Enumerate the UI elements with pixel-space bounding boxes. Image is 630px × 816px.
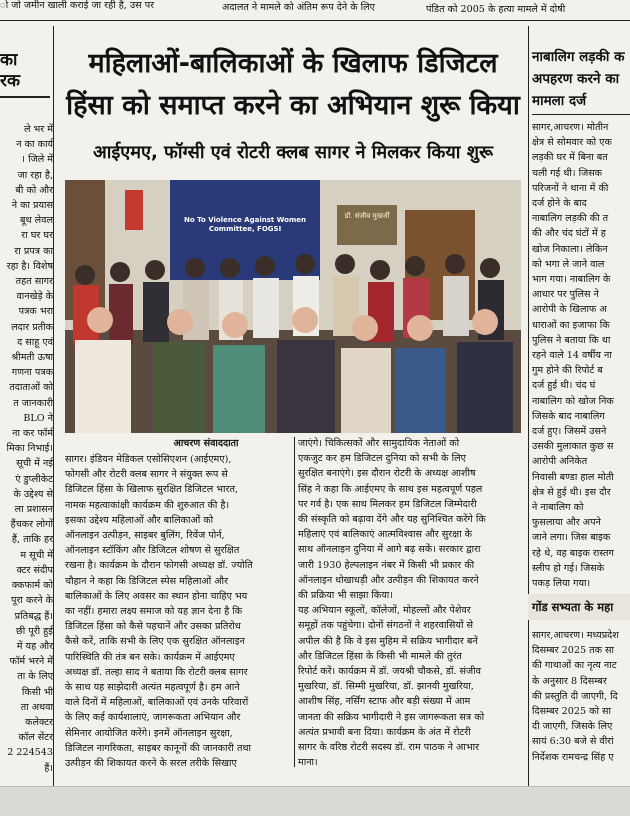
- right-story2-body: सागर,आचरण। मध्यप्रदेश दिसम्बर 2025 तक सा की गाथाओं का नृत्य नाट के अनुसार 8 दिसम्बर की प्रस्तुति दी जाएगी, दि दिसम्बर 2025 को सा दी जाएगी, जिसके लिए सायं 6:30 बजे से वीरां निर्देशक रामचन्द्र सिंह ए: [532, 630, 619, 763]
- left-heading-rule: [0, 96, 50, 98]
- byline: आचरण संवाददाता: [173, 438, 239, 449]
- photo-nameplate: डॉ. संजीव मुखर्जी: [344, 212, 390, 220]
- right-story1-rule: [532, 114, 630, 115]
- right-story2-headline: गोंड सभ्यता के महा: [532, 600, 614, 614]
- top-strip-right: पंडित को 2005 के हत्या मामले में दोषी: [426, 4, 566, 15]
- left-column-body: ले भर में न का कार्य । जिले में जा रहा है, बी को और ने का प्रयास बूथ लेवल रा घर घर रा प्रपत्र का रहा है। विशेष तहत सागर वानखेड़े के पत्रक भरा लदार प्रतीक द साहू एवं श्रीमती ऊषा गणना पत्रक तदाताओं को त जानकारी BLO ने ना कर फॉर्म मिका निभाई। सूची में नई एं डुप्लीकेट के उद्देश्य से ला प्रशासन हैंचकर लोगों हैं, ताकि हर म सूची में क्टर संदीप क्कफार्म को पूरा करने के प्रतिबद्ध हैं। छी पूरी हुई में यह और फॉर्म भरने में ता के लिए किसी भी ता अथवा कलेक्टर कॉल सेंटर 2 224543 हैं।: [6, 124, 53, 774]
- photo-banner-text: No To Violence Against Women Committee, FOGSI: [184, 216, 306, 233]
- event-photo: [65, 180, 521, 433]
- headline-line-2: हिंसा को समाप्त करने का अभियान शुरू किया: [66, 90, 520, 121]
- article-column-divider: [294, 437, 295, 767]
- top-divider: [0, 20, 630, 21]
- article-column-1: सागर। इंडियन मेडिकल एसोसिएशन (आईएमए), फोगसी और रोटरी क्लब सागर ने संयुक्त रूप से डिजिटल हिंसा के खिलाफ सुरक्षित डिजिटल भारत, नामक महत्वाकांक्षी कार्यक्रम की शुरुआत की है। इसका उद्देश्य महिलाओं और बालिकाओं को ऑनलाइन उत्पीड़न, साइबर बुलिंग, रिवेंज पोर्न, ऑनलाइन स्टॉकिंग और डिजिटल शोषण से सुरक्षित रखना है। कार्यक्रम के दौरान फोगसी अध्यक्ष डॉ. ज्योति चौहान ने कहा कि डिजिटल स्पेस महिलाओं और बालिकाओं के लिए अवसर का स्थान होना चाहिए भय का नहीं। हमारा लक्ष्य समाज को यह ज्ञान देना है कि डिजिटल हिंसा को कैसे पहचानें और उसका प्रतिरोध कैसे करें, ताकि सभी के लिए एक सुरक्षित ऑनलाइन पारिस्थिति की तंत्र बन सके। कार्यक्रम में आईएमए अध्यक्ष डॉ. तल्हा साद ने बताया कि रोटरी क्लब सागर के साथ यह साझेदारी अत्यंत महत्वपूर्ण है। हम आने वाले दिनों में महिलाओं, बालिकाओं एवं उनके परिवारों के लिए कई कार्यशालाएं, जागरूकता अभियान और सेमिनार आयोजित करेंगे। इनमें ऑनलाइन सुरक्षा, डिजिटल नागरिकता, साइबर कानूनों की जानकारी तथा उत्पीड़न की शिकायत करने के सरल तरीके सिखाए: [65, 454, 253, 770]
- headline-line-3: आईएमए, फॉग्सी एवं रोटरी क्लब सागर ने मिलकर किया शुरू: [93, 142, 493, 163]
- right-story1-headline: नाबालिग लड़की क अपहरण करने का मामला दर्ज: [532, 49, 625, 109]
- bottom-strip: [0, 786, 630, 816]
- top-strip-left: ो जो जमीन खाली कराई जा रही है, उस पर: [0, 0, 155, 11]
- headline-line-1: महिलाओं-बालिकाओं के खिलाफ डिजिटल: [88, 48, 498, 79]
- top-strip-mid: अदालत ने मामले को अंतिम रूप देने के लिए: [222, 2, 375, 13]
- left-column-heading: का रक: [0, 50, 21, 91]
- column-divider-left: [53, 26, 54, 786]
- right-story1-body: सागर,आचरण। मोतीन क्षेत्र से सोमवार को एक लड़की घर में बिना बत चली गई थी। जिसक परिजनों ने थाना में की दर्ज होने के बाद नाबालिग लड़की की त की और चंद घंटों में ह खोज निकाला। लेकिन को भगा ले जाने वाल भाग गया। नाबालिग के आधार पर पुलिस ने आरोपी के खिलाफ अ धाराओं का इजाफा कि पुलिस ने बताया कि था रहने वाले 14 वर्षीय ना गुम होने की रिपोर्ट ब दर्ज हुई थी। चंद घं नाबालिग को खोज निक जिसके बाद नाबालिग दर्ज हुए। जिसमें उसने उसकी मुलाकात कुछ स आरोपी अनिकेत निवासी बण्डा हाल मोती क्षेत्र से हुई थी। इस दौर ने नाबालिग को फुसलाया और अपने जाने लगा। जिस बाइक रहे थे, वह बाइक रास्तग स्लीप हो गई। जिसके पकड़ लिया गया।: [532, 122, 614, 590]
- column-divider-right: [528, 26, 529, 786]
- article-column-2: जाएंगे। चिकित्सकों और सामुदायिक नेताओं को एकजुट कर हम डिजिटल दुनिया को सभी के लिए सुरक्षित बनाएंगे। इस दौरान रोटरी के अध्यक्ष आशीष सिंह ने कहा कि आईएमए के साथ इस महत्वपूर्ण पहल पर गर्व है। एक साथ मिलकर हम डिजिटल जिम्मेदारी की संस्कृति को बढ़ावा देंगे और यह सुनिश्चित करेंगे कि महिलाएं एवं बालिकाएं आत्मविश्वास और सुरक्षा के साथ ऑनलाइन दुनिया में आगे बढ़ सकें। सरकार द्वारा जारी 1930 हेल्पलाइन नंबर में किसी भी प्रकार की ऑनलाइन धोखाधड़ी और उत्पीड़न की शिकायत करने की प्रक्रिया भी साझा किया। यह अभियान स्कूलों, कॉलेजों, मोहल्लों और पेशेवर समूहों तक पहुंचेगा। दोनों संगठनों ने शहरवासियों से अपील की है कि वे इस मुहिम में सक्रिय भागीदार बनें और डिजिटल हिंसा के किसी भी मामले की तुरंत रिपोर्ट करें। कार्यक्रम में डॉ. जयश्री चौकसे, डॉ. संजीव मुखरिया, डॉ. सिम्मी मुखरिया, डॉ. झानवी मुखरिया, आशीष सिंह, नर्सिंग स्टाफ और बड़ी संख्या में आम जानता की सक्रिय भागीदारी ने इस जागरूकता सत्र को अत्यंत प्रभावी बना दिया। कार्यक्रम के अंत में रोटरी सागर के वरिष्ठ रोटरी सदस्य डॉ. राम पाठक ने आभार माना।: [298, 438, 486, 769]
